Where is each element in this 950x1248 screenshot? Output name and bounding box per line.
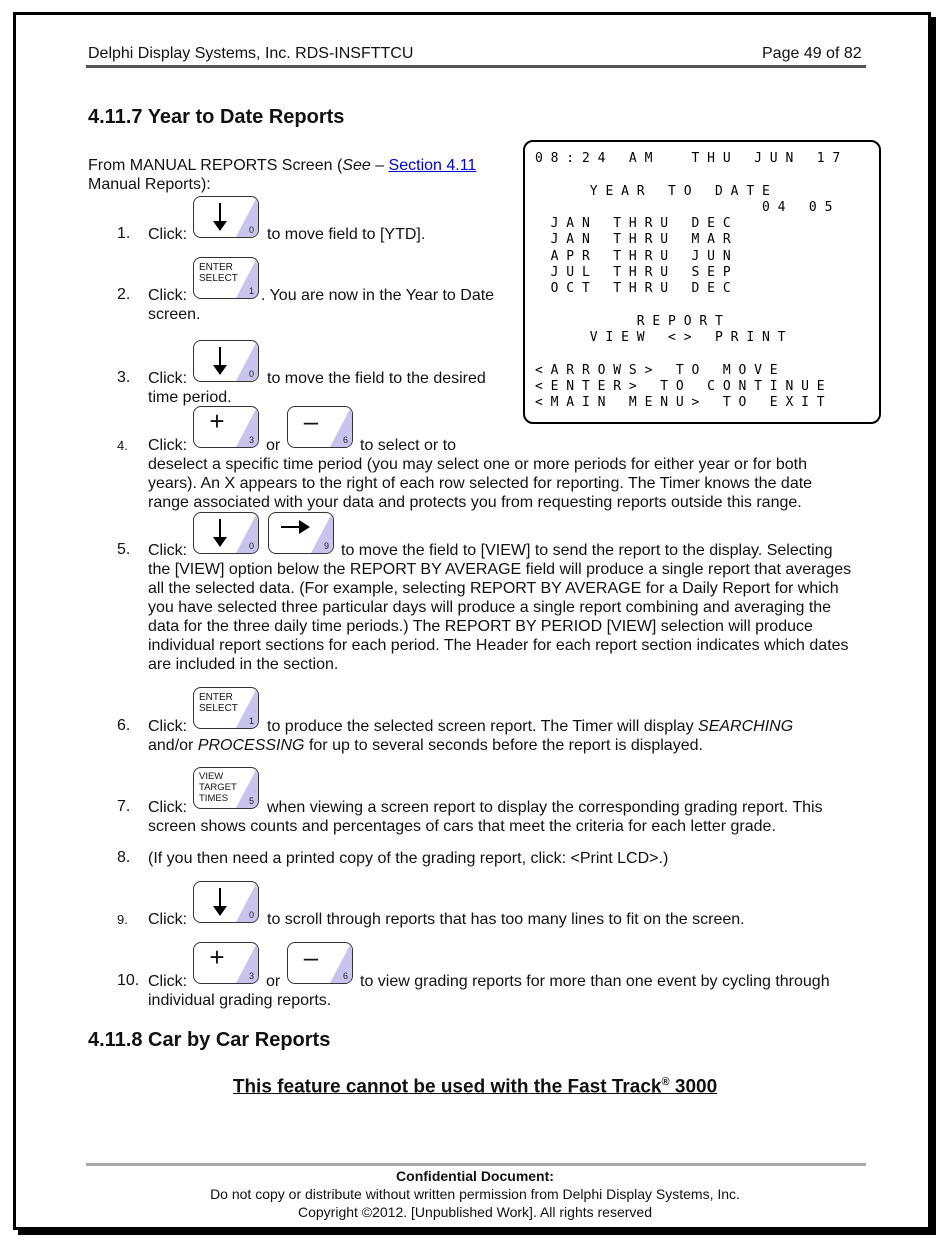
notice-reg: ® (661, 1076, 670, 1088)
step-text-cont: individual report sections for each period. The Header for each report section indicates which dates (148, 637, 849, 654)
step-number: 2. (117, 286, 131, 303)
step-click-label: Click: (148, 799, 188, 816)
step-text: . You are now in the Year to Date (261, 287, 495, 304)
step-click-label: Click: (148, 226, 188, 243)
footer-copyright: Copyright ©2012. [Unpublished Work]. All rights reserved (297, 1204, 652, 1220)
enter-select-key[interactable] (193, 687, 259, 729)
step-text-cont: are included in the section. (148, 656, 339, 673)
step-text: (If you then need a printed copy of the grading report, click: <Print LCD>.) (148, 850, 669, 867)
header-page-number: Page 49 of 82 (762, 45, 862, 62)
step-text: to produce the selected screen report. The Timer will display SEARCHING (267, 718, 794, 735)
header-left: Delphi Display Systems, Inc. RDS-INSFTTCU (88, 45, 414, 62)
step-text-cont: the [VIEW] option below the REPORT BY AVERAGE field will produce a single report that averages (148, 561, 852, 578)
step-text: to move the field to [VIEW] to send the report to the display. Selecting (341, 542, 833, 559)
step-text-cont: individual grading reports. (148, 992, 332, 1009)
down-arrow-key[interactable] (193, 196, 259, 238)
step-number: 1. (117, 225, 131, 242)
step-text-cont: you have selected three particular days will produce a single report combining and averaging the (148, 599, 832, 616)
plus-icon: + (209, 406, 225, 436)
notice-main: This feature cannot be used with the Fast Track (232, 1076, 662, 1098)
section2-title: 4.11.8 Car by Car Reports (88, 1029, 331, 1051)
down-arrow-icon (208, 201, 232, 233)
down-arrow-key[interactable] (193, 881, 259, 923)
step-text-cont: years). An X appears to the right of each row selected for reporting. The Timer knows the date (148, 475, 813, 492)
step-number: 4. (117, 438, 128, 453)
key-label: ENTER SELECT (199, 262, 238, 284)
intro-dash: – (370, 157, 389, 174)
down-arrow-icon (208, 345, 232, 377)
step-text: to move the field to the desired (267, 370, 486, 387)
view-target-times-key[interactable] (193, 767, 259, 809)
minus-icon: – (303, 406, 319, 436)
header-divider (86, 65, 866, 68)
step-click-label: Click: (148, 542, 188, 559)
right-arrow-icon (279, 517, 313, 541)
or-label: or (266, 437, 281, 454)
step-text: to select or to (360, 437, 457, 454)
step-click-label: Click: (148, 370, 188, 387)
plus-icon: + (209, 942, 225, 972)
step-text-cont: screen. (148, 306, 201, 323)
step-number: 9. (117, 912, 128, 927)
minus-key[interactable] (287, 942, 353, 984)
intro-suffix: Manual Reports): (88, 176, 211, 193)
key-number: 3 (248, 971, 254, 981)
step-text: when viewing a screen report to display the corresponding grading report. This (267, 799, 823, 816)
step-text-cont: range associated with your data and protects you from requesting reports outside this range. (148, 494, 802, 511)
intro-see: See (342, 157, 371, 174)
enter-select-key[interactable] (193, 257, 259, 299)
step-click-label: Click: (148, 287, 188, 304)
plus-key[interactable] (193, 942, 259, 984)
key-number: 3 (248, 435, 254, 445)
or-label: or (266, 973, 281, 990)
step-text: to move field to [YTD]. (267, 226, 426, 243)
intro-text (88, 156, 476, 175)
down-arrow-key[interactable] (193, 340, 259, 382)
minus-icon: – (303, 942, 319, 972)
step-text-cont: all the selected data. (For example, selecting REPORT BY AVERAGE for a Daily Report for which (148, 580, 839, 597)
key-label: VIEW TARGET TIMES (199, 771, 237, 804)
step-click-label: Click: (148, 437, 188, 454)
footer-divider (86, 1163, 866, 1166)
key-number: 1 (248, 286, 254, 296)
plus-key[interactable] (193, 406, 259, 448)
step-number: 5. (117, 541, 131, 558)
step-number: 7. (117, 798, 131, 815)
step-text-cont: screen shows counts and percentages of cars that meet the criteria for each letter grade. (148, 818, 776, 835)
key-number: 0 (248, 910, 254, 920)
key-number: 0 (248, 225, 254, 235)
step-number: 10. (117, 972, 140, 989)
step-text: to scroll through reports that has too many lines to fit on the screen. (267, 911, 745, 928)
key-number: 5 (248, 796, 254, 806)
key-number: 6 (342, 971, 348, 981)
key-label: ENTER SELECT (199, 692, 238, 714)
step-click-label: Click: (148, 973, 188, 990)
step-text-cont: deselect a specific time period (you may select one or more periods for either year or for both (148, 456, 807, 473)
key-number: 9 (323, 541, 329, 551)
key-number: 0 (248, 369, 254, 379)
footer-notice: Do not copy or distribute without written permission from Delphi Display Systems, Inc. (210, 1186, 740, 1202)
intro-prefix: From MANUAL REPORTS Screen ( (88, 157, 343, 174)
footer-confidential: Confidential Document: (396, 1168, 554, 1184)
step-click-label: Click: (148, 911, 188, 928)
key-number: 6 (342, 435, 348, 445)
notice (0, 1076, 950, 1098)
key-number: 1 (248, 716, 254, 726)
down-arrow-icon (208, 886, 232, 918)
down-arrow-icon (208, 517, 232, 549)
key-number: 0 (248, 541, 254, 551)
step-click-label: Click: (148, 718, 188, 735)
notice-end: 3000 (669, 1076, 718, 1098)
lcd-text: 0 8 : 2 4 A M T H U J U N 1 7 Y E A R T O D A T E 0 4 0 5 J A N T H R U D E C J A N T H R U M A R A P R T H R U J U N J U L T H R U S E P O C T T H R U D E C R E P O R T V I E W < > P R I N T < A R R O W S > T O M O V E < E N T E R > T O C O N T I N U E < M A I N M E N U > T O E X I T (535, 151, 841, 411)
section-title: 4.11.7 Year to Date Reports (88, 106, 345, 128)
step-text: to view grading reports for more than one event by cycling through (360, 973, 830, 990)
lcd-display (523, 140, 881, 424)
step-number: 3. (117, 369, 131, 386)
step-number: 6. (117, 717, 131, 734)
right-arrow-key[interactable] (268, 512, 334, 554)
step-number: 8. (117, 849, 131, 866)
down-arrow-key[interactable] (193, 512, 259, 554)
step-text-cont: and/or PROCESSING for up to several seconds before the report is displayed. (148, 737, 703, 754)
step-text-cont: time period. (148, 389, 232, 406)
section-link[interactable]: Section 4.11 (388, 157, 477, 174)
minus-key[interactable] (287, 406, 353, 448)
step-text-cont: data for the three daily time periods.) The REPORT BY PERIOD [VIEW] selection will produce (148, 618, 813, 635)
